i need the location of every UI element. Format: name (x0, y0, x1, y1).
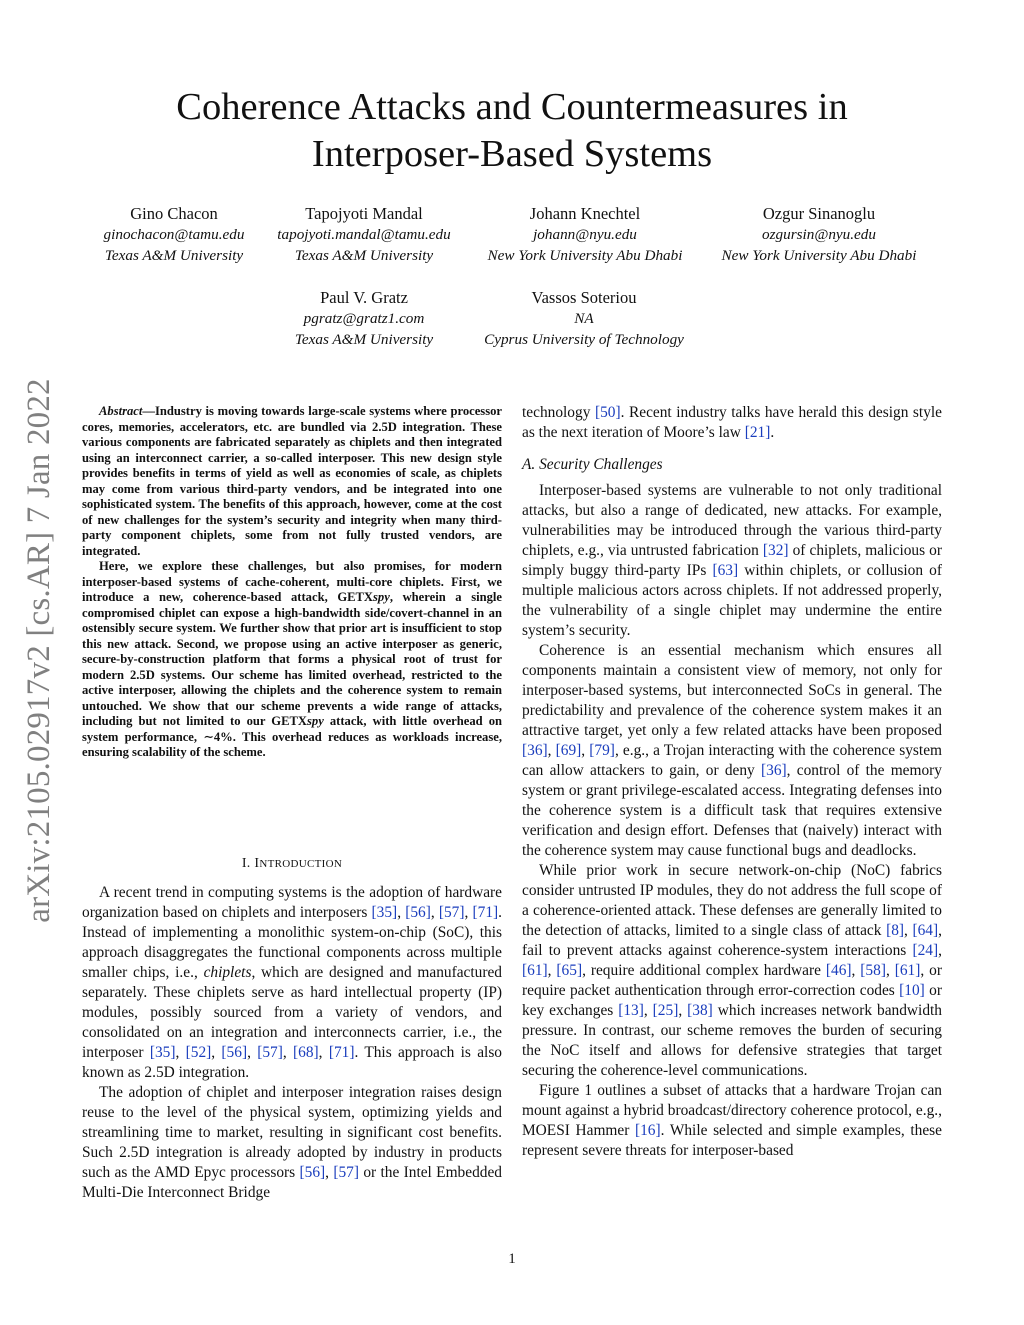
author-name: Johann Knechtel (529, 204, 641, 223)
citation-link[interactable]: [56] (405, 904, 431, 921)
author-name: Vassos Soteriou (531, 288, 637, 307)
citation-link[interactable]: [16] (634, 1122, 661, 1139)
author-name: Ozgur Sinanoglu (762, 204, 876, 223)
citation-link[interactable]: [35] (149, 1044, 176, 1061)
citation-link[interactable]: [50] (594, 404, 621, 421)
citation-link[interactable]: [57] (257, 1044, 283, 1061)
citation-link[interactable]: [21] (744, 424, 771, 441)
arxiv-stamp (8, 370, 70, 930)
citation-link[interactable]: [8] (886, 922, 905, 939)
author-affiliation: New York University Abu Dhabi (487, 247, 683, 264)
author-affiliation: Texas A&M University (294, 331, 434, 348)
citation-link[interactable]: [57] (333, 1164, 359, 1181)
body-paragraph: Coherence is an essential mechanism which ensures all components maintain a consistent view of memory, not only for interposer-based systems, but interconnected SoCs in general. The predictability and prevalence of the coherence system makes it an attractive target, yet only a few related attacks have been proposed [36], [69], [79], e.g., a Trojan interacting with the coherence system can allow attackers to gain, or deny [36], control of the memory system or grant privilege-escalated access. Integrating defenses into the coherence system is a difficult task that requires extensive verification and design effort. Defenses that (naively) interact with the coherence system may cause functional bugs and deadlocks. (522, 642, 943, 859)
citation-link[interactable]: [71] (328, 1044, 355, 1061)
author-affiliation: Cyprus University of Technology (484, 331, 684, 348)
author-block (706, 203, 932, 266)
page-number: 1 (508, 1251, 516, 1267)
citation-link[interactable]: [58] (860, 962, 886, 979)
arxiv-stamp-text: arXiv:2105.02917v2 [cs.AR] 7 Jan 2022 (20, 377, 57, 923)
body-paragraph: A recent trend in computing systems is the adoption of hardware organization based on chiplets and interposers [35], [56], [57], [71]. Instead of implementing a monolithic system-on-chip (SoC), this approach disaggregates the functional components across multiple smaller chips, i.e., chiplets, which are designed and manufactured separately. These chiplets serve as hard intellectual property (IP) modules, possibly sourced from a variety of vendors, and consolidated on an integration and interconnects carrier, i.e., the interposer [35], [52], [56], [57], [68], [71]. This approach is also known as 2.5D integration. (82, 884, 503, 1081)
citation-link[interactable]: [79] (589, 742, 615, 759)
body-paragraph: The adoption of chiplet and interposer integration raises design reuse to the level of the physical system, optimizing yields and streamlining time to market, resulting in significant cost benefits. Such 2.5D integration is already adopted by industry in products such as the AMD Epyc processors [56], [57] or the Intel Embedded Multi-Die Interconnect Bridge (82, 1084, 502, 1201)
citation-link[interactable]: [35] (371, 904, 398, 921)
citation-link[interactable]: [64] (912, 922, 939, 939)
body-paragraph: technology [50]. Recent industry talks have herald this design style as the next iteration of Moore’s law [21]. (522, 404, 943, 441)
right-column-text (522, 403, 942, 1161)
citation-link[interactable]: [61] (894, 962, 921, 979)
author-name: Gino Chacon (130, 204, 218, 223)
author-block (92, 203, 256, 266)
citation-link[interactable]: [52] (185, 1044, 212, 1061)
citation-link[interactable]: [25] (652, 1002, 679, 1019)
author-name: Tapojyoti Mandal (305, 204, 423, 223)
citation-link[interactable]: [46] (825, 962, 852, 979)
author-email[interactable]: johann@nyu.edu (533, 226, 637, 243)
author-email[interactable]: ginochacon@tamu.edu (103, 226, 245, 243)
citation-link[interactable]: [61] (522, 962, 548, 979)
author-block (266, 203, 462, 266)
citation-link[interactable]: [24] (912, 942, 939, 959)
abstract-paragraph: Here, we explore these challenges, but also promises, for modern interposer-based systems of cache-coherent, multi-core chiplets. First, we introduce a new, coherence-based attack, GETXspy, wherein a single compromised chiplet can expose a high-bandwidth side/covert-channel in an ostensibly secure system. We further show that prior art is insufficient to stop this new attack. Second, we propose using an active interposer as generic, secure-by-construction platform that forms a physical root of trust for modern 2.5D systems. Our scheme has limited overhead, restricted to the active interposer, allowing the chiplets and the coherence system to remain untouched. We show that our scheme prevents a wide range of attacks, including but not limited to our GETXspy attack, with little overhead on system performance, ∼4%. This overhead reduces as workloads increase, ensuring scalability of the scheme. (82, 559, 503, 759)
title-line-2: Interposer-Based Systems (311, 133, 713, 175)
author-block (472, 203, 698, 266)
introduction-text (82, 883, 502, 1203)
title-line-1: Coherence Attacks and Countermeasures in (176, 86, 848, 128)
body-paragraph: Interposer-based systems are vulnerable to not only traditional attacks, but also a range of dedicated, new attacks. For example, vulnerabilities may be introduced through the various third-party chiplets, e.g., via untrusted fabrication [32] of chiplets, malicious or simply buggy third-party IPs [63] within chiplets, or collusion of multiple malicious actors across chiplets. If not addressed properly, the vulnerability of a single chiplet may undermine the entire system’s security. (522, 482, 943, 639)
citation-link[interactable]: [13] (618, 1002, 644, 1019)
body-paragraph: While prior work in secure network-on-chip (NoC) fabrics consider untrusted IP modules, they do not address the full scope of a coherence-oriented attack. These defenses are generally limited to the detection of attacks, limited to a single class of attack [8], [64], fail to prevent attacks against coherence-system interactions [24], [61], [65], require additional complex hardware [46], [58], [61], or require packet authentication through error-correction codes [10] or key exchanges [13], [25], [38] which increases network bandwidth pressure. In contrast, our scheme removes the burden of securing the NoC itself and allows for defensive strategies that target securing the coherence-level communications. (522, 862, 943, 1079)
citation-link[interactable]: [69] (555, 742, 582, 759)
body-paragraph: Figure 1 outlines a subset of attacks that a hardware Trojan can mount against a hybrid broadcast/directory coherence protocol, e.g., MOESI Hammer [16]. While selected and simple examples, these represent severe threats for interposer-based (522, 1082, 942, 1159)
citation-link[interactable]: [71] (472, 904, 499, 921)
citation-link[interactable]: [57] (438, 904, 465, 921)
citation-link[interactable]: [56] (221, 1044, 248, 1061)
author-name: Paul V. Gratz (320, 288, 408, 307)
citation-link[interactable]: [63] (712, 562, 739, 579)
citation-link[interactable]: [32] (762, 542, 789, 559)
author-email: NA (574, 310, 594, 327)
abstract-heading: Abstract (99, 404, 143, 418)
subsection-heading-security-challenges: A. Security Challenges (522, 456, 663, 473)
citation-link[interactable]: [38] (687, 1002, 713, 1019)
author-block (266, 287, 462, 350)
citation-link[interactable]: [36] (522, 742, 548, 759)
citation-link[interactable]: [65] (556, 962, 583, 979)
author-email[interactable]: ozgursin@nyu.edu (762, 226, 876, 243)
author-affiliation: New York University Abu Dhabi (721, 247, 917, 264)
author-email[interactable]: pgratz@gratz1.com (303, 310, 425, 327)
author-affiliation: Texas A&M University (104, 247, 244, 264)
author-block (468, 287, 700, 350)
abstract-paragraph: Abstract—Industry is moving towards large-scale systems where processor cores, memories, accelerators, etc. are bundled via 2.5D integration. These various components are fabricated separately as chiplets and then integrated using an interconnect carrier, a so-called interposer. This new design style provides benefits in terms of yield as well as economies of scale, as chiplets may come from various third-party vendors, and be integrated into one sophisticated system. The benefits of this approach, however, come at the cost of new challenges for the system’s security and integrity when many third-party component chiplets, some from not fully trusted vendors, are integrated. (82, 404, 502, 558)
citation-link[interactable]: [10] (899, 982, 925, 999)
citation-link[interactable]: [68] (293, 1044, 319, 1061)
paper-title (100, 84, 924, 178)
citation-link[interactable]: [36] (761, 762, 787, 779)
author-email[interactable]: tapojyoti.mandal@tamu.edu (277, 226, 451, 243)
author-affiliation: Texas A&M University (294, 247, 434, 264)
citation-link[interactable]: [56] (299, 1164, 326, 1181)
abstract (82, 404, 502, 761)
section-heading-introduction: I. INTRODUCTION (241, 856, 343, 871)
